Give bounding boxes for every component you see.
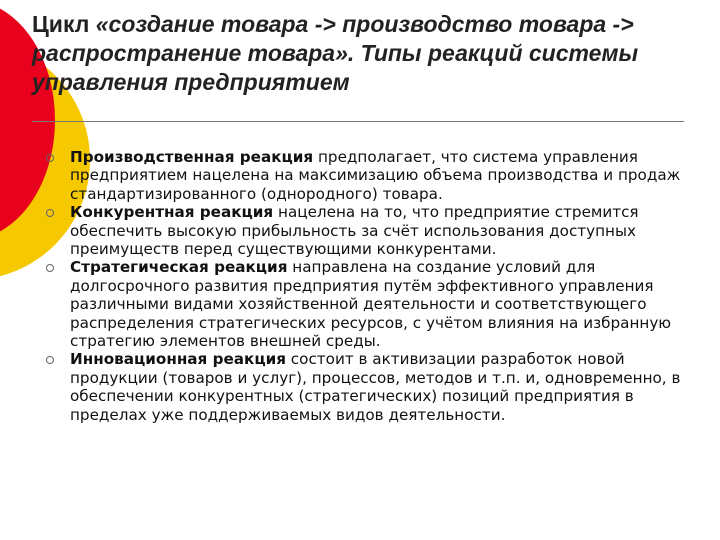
circle-bullet-icon: [46, 209, 54, 217]
title-divider: [32, 121, 684, 122]
bullet-item-competitive: [46, 203, 701, 258]
bullet-term: Производственная реакция: [70, 148, 314, 166]
bullet-text: направлена на создание условий для долгосрочного развития предприятия путём эффективного управления различными видами хозяйственной деятельности и соответствующего распределения стратегических ресурсов, с учётом влияния на избранную стратегию элементов внешней среды.: [70, 258, 672, 351]
slide-title: [32, 10, 652, 97]
bullet-term: Стратегическая реакция: [70, 258, 288, 277]
slide-title-italic: «создание товара -> производство товара -> распространение товара». Типы реакций системы управления предприятием: [32, 11, 639, 95]
bullet-item-production: [46, 148, 701, 203]
bullet-term: Конкурентная реакция: [70, 203, 274, 222]
bullet-text: состоит в активизации разработок новой продукции (товаров и услуг), процессов, методов и т.п. и, одновременно, в обеспечении конкурентных (стратегических) позиций предприятия в пределах уже поддерживаемых видов деятельности.: [70, 350, 681, 424]
bullet-text: предполагает, что система управления предприятием нацелена на максимизацию объема производства и продаж стандартизированного (однородного) товара.: [70, 148, 681, 203]
circle-bullet-icon: [46, 356, 54, 364]
bullet-item-innovation: [46, 350, 701, 424]
bullet-list: [46, 148, 701, 424]
bullet-item-strategic: [46, 258, 701, 350]
circle-bullet-icon: [46, 264, 54, 272]
circle-bullet-icon: [46, 154, 54, 162]
slide-title-lead: Цикл: [32, 11, 96, 37]
bullet-text: нацелена на то, что предприятие стремится обеспечить высокую прибыльность за счёт использования доступных преимуществ перед существующими конкурентами.: [70, 203, 639, 259]
bullet-term: Инновационная реакция: [70, 350, 286, 369]
